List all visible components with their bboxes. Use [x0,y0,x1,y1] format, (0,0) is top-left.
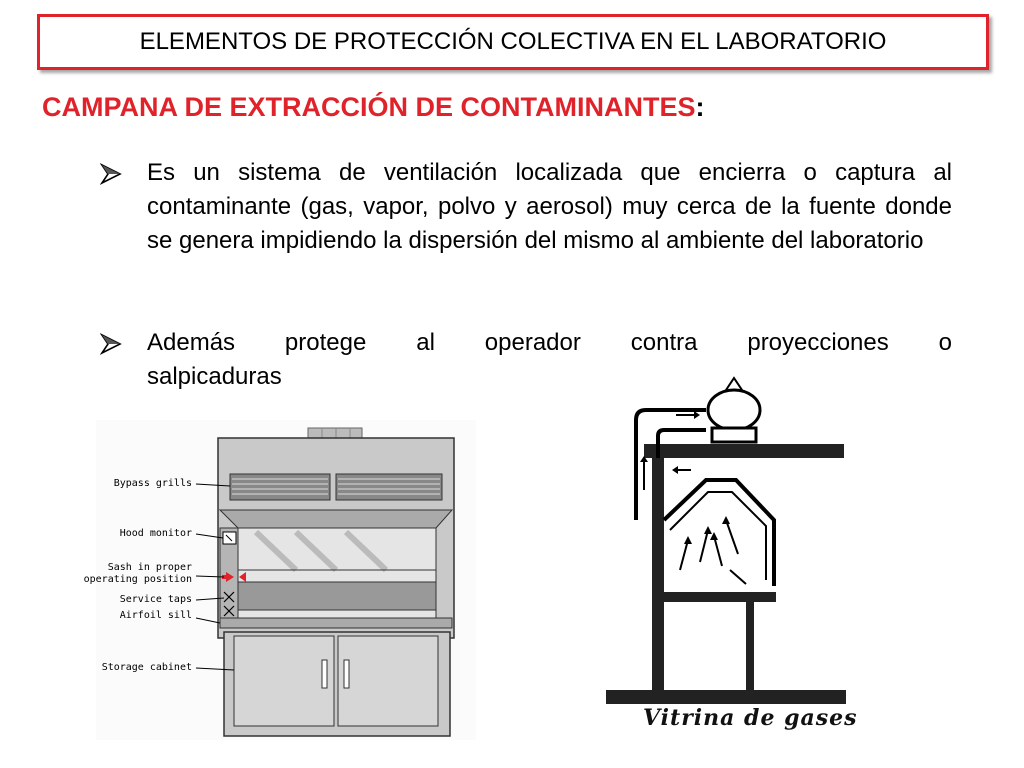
label-sash-line2: operating position [83,574,192,585]
vitrina-caption: Vitrina de gases [643,705,858,731]
bullet-text-line2: salpicaduras [147,363,282,390]
label-hood-monitor: Hood monitor [119,528,192,539]
label-storage-cabinet: Storage cabinet [101,662,192,673]
subtitle-colon: : [695,92,705,122]
label-airfoil-sill: Airfoil sill [119,610,192,621]
header-title-box [37,14,989,70]
label-sash-line1: Sash in proper [107,562,192,573]
header-title: ELEMENTOS DE PROTECCIÓN COLECTIVA EN EL LABORATORIO [139,28,887,55]
subtitle-text: CAMPANA DE EXTRACCIÓN DE CONTAMINANTES [42,92,696,122]
vitrina-diagram [596,370,856,750]
vitrina-illustration [596,370,856,750]
section-subtitle [42,92,705,123]
bullet-text-line1: Además protege al operador contra proyecciones o [147,329,952,356]
label-service-taps: Service taps [119,594,192,605]
bullet-item [100,156,952,258]
label-bypass-grills: Bypass grills [113,478,192,489]
fume-hood-diagram [83,420,476,740]
arrow-bullet-icon [100,333,122,355]
arrow-bullet-icon [100,163,122,185]
bullet-text: Es un sistema de ventilación localizada que encierra o captura al contaminante (gas, vapor, polvo y aerosol) muy cerca de la fuente donde se genera impidiendo la dispersión del mismo al ambiente del laboratorio [147,159,952,254]
